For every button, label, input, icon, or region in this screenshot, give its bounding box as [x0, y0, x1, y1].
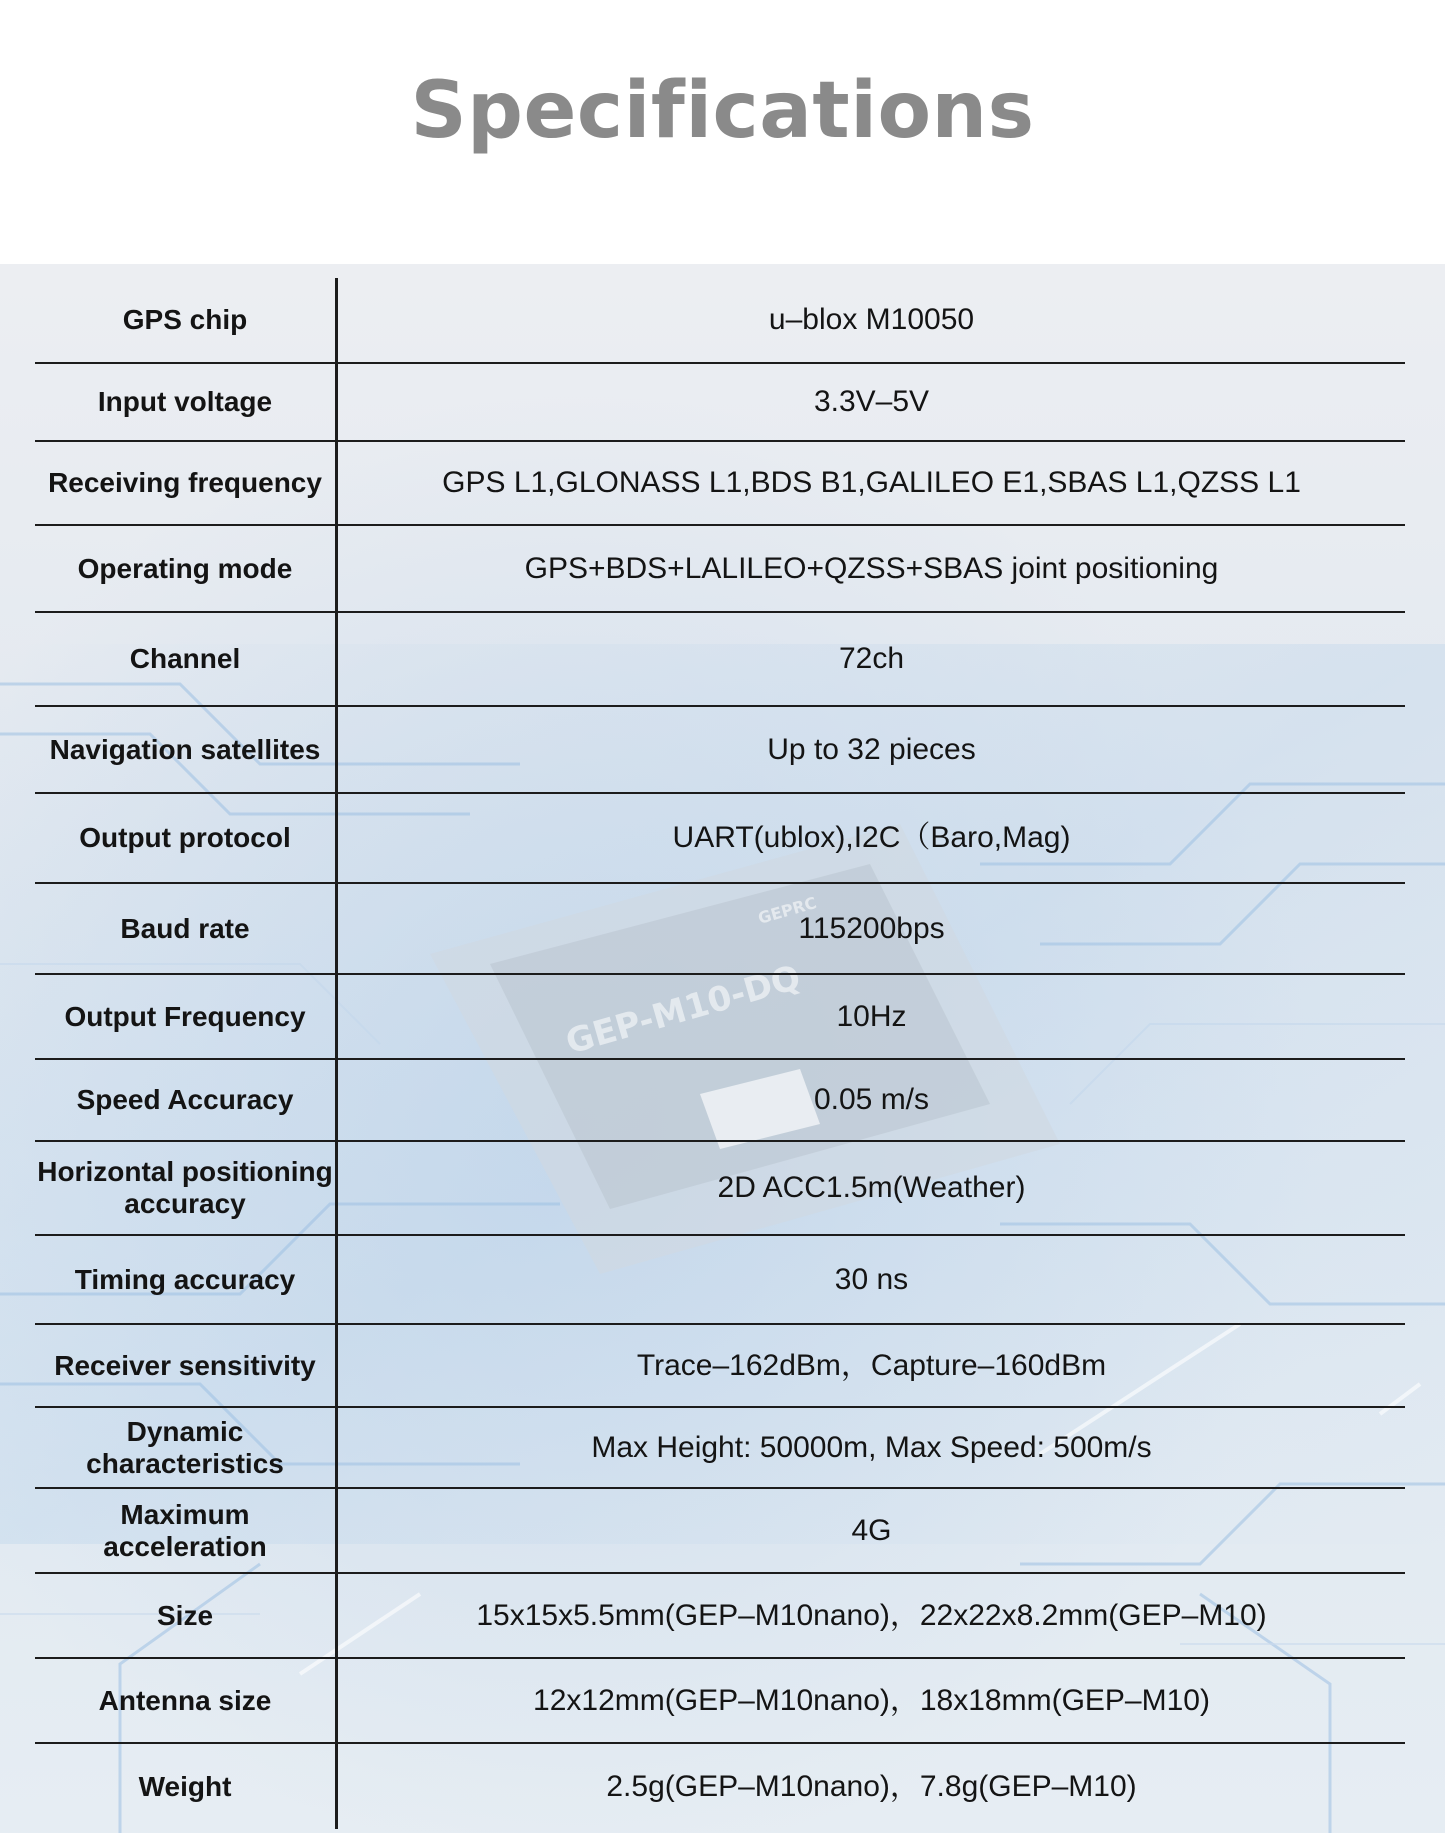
spec-label: Antenna size — [35, 1658, 337, 1743]
spec-label-cell — [35, 441, 337, 525]
spec-value: 2D ACC1.5m(Weather) — [337, 1141, 1406, 1235]
spec-value: 2.5g(GEP–M10nano)，7.8g(GEP–M10) — [606, 1769, 1137, 1803]
spec-row-dynamic-characteristics — [35, 1407, 1405, 1488]
spec-value: 15x15x5.5mm(GEP–M10nano)，22x22x8.2mm(GEP–M10) — [337, 1573, 1406, 1658]
spec-row-receiving-frequency — [35, 441, 1405, 525]
spec-panel — [0, 264, 1445, 1833]
spec-value: 12x12mm(GEP–M10nano)，18x18mm(GEP–M10) — [337, 1658, 1406, 1743]
spec-label: Timing accuracy — [35, 1235, 337, 1324]
page-title: Specifications — [410, 66, 1035, 156]
spec-value: 0.05 m/s — [337, 1059, 1406, 1141]
spec-row-gps-chip — [35, 278, 1405, 363]
spec-value: u–blox M10050 — [337, 278, 1406, 363]
spec-row-weight — [35, 1743, 1405, 1829]
spec-row-operating-mode — [35, 525, 1405, 612]
spec-label: Maximum acceleration — [35, 1488, 337, 1573]
spec-label: Navigation satellites — [49, 733, 321, 765]
spec-row-output-protocol — [35, 793, 1405, 883]
spec-label: Channel — [35, 612, 337, 706]
spec-value: 4G — [337, 1488, 1406, 1573]
spec-row-speed-accuracy — [35, 1059, 1405, 1141]
spec-value: 30 ns — [337, 1235, 1406, 1324]
spec-row-input-voltage — [35, 363, 1405, 441]
spec-row-channel — [35, 612, 1405, 706]
spec-label: Horizontal positioning accuracy — [35, 1141, 337, 1235]
header — [0, 0, 1445, 264]
spec-label: Size — [35, 1573, 337, 1658]
spec-label: Speed Accuracy — [35, 1059, 337, 1141]
spec-label-cell — [35, 1324, 337, 1407]
spec-value: Up to 32 pieces — [337, 706, 1406, 793]
spec-row-horizontal-positioning-accuracy — [35, 1141, 1405, 1235]
brand-marking: GEPRC — [755, 893, 819, 928]
spec-label: Dynamic characteristics — [35, 1407, 337, 1488]
spec-row-size — [35, 1573, 1405, 1658]
specifications-table — [35, 278, 1405, 1829]
spec-row-timing-accuracy — [35, 1235, 1405, 1324]
spec-label: GPS chip — [35, 278, 337, 363]
spec-row-baud-rate — [35, 883, 1405, 974]
spec-value: 3.3V–5V — [337, 363, 1406, 441]
spec-value: UART(ublox),I2C（Baro,Mag) — [337, 793, 1406, 883]
spec-label: Baud rate — [35, 883, 337, 974]
spec-label: Operating mode — [35, 525, 337, 612]
spec-value: 72ch — [337, 612, 1406, 706]
spec-row-antenna-size — [35, 1658, 1405, 1743]
module-marking: GEP-M10-DQ — [561, 957, 806, 1063]
spec-row-receiver-sensitivity — [35, 1324, 1405, 1407]
spec-label: Input voltage — [35, 363, 337, 441]
spec-value: 115200bps — [337, 883, 1406, 974]
spec-label: Output protocol — [35, 793, 337, 883]
spec-label-cell — [35, 706, 337, 793]
spec-row-output-frequency — [35, 974, 1405, 1059]
spec-row-maximum-acceleration — [35, 1488, 1405, 1573]
spec-value: GPS+BDS+LALILEO+QZSS+SBAS joint positioning — [337, 525, 1406, 612]
spec-value: Max Height: 50000m, Max Speed: 500m/s — [337, 1407, 1406, 1488]
spec-label: Receiving frequency — [48, 467, 322, 498]
spec-label: Output Frequency — [35, 974, 337, 1059]
spec-row-navigation-satellites — [35, 706, 1405, 793]
spec-value: Trace–162dBm，Capture–160dBm — [337, 1324, 1406, 1407]
spec-value: GPS L1,GLONASS L1,BDS B1,GALILEO E1,SBAS L1,QZSS L1 — [337, 441, 1406, 525]
spec-label: Weight — [35, 1743, 337, 1829]
spec-label: Receiver sensitivity — [54, 1349, 316, 1381]
spec-value: 10Hz — [337, 974, 1406, 1059]
